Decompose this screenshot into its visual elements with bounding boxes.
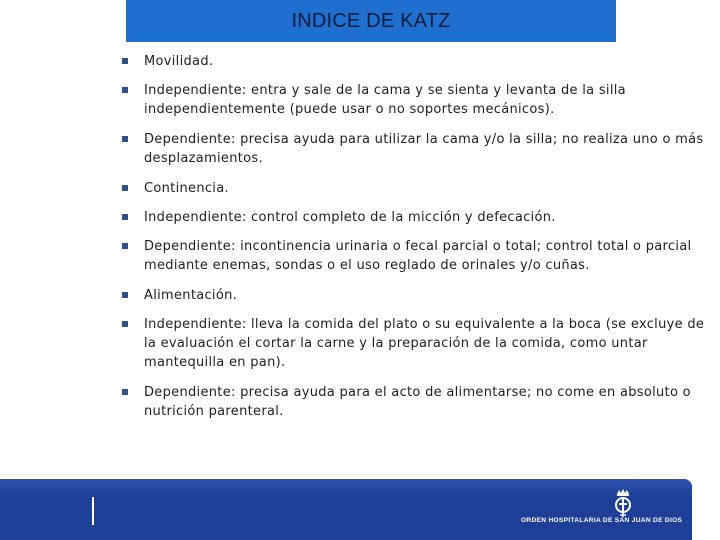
list-item-alimentacion	[122, 286, 712, 305]
list-item-alimentacion-dependiente	[122, 383, 712, 421]
list-item-text: Movilidad.	[144, 54, 214, 69]
list-item-movilidad	[122, 52, 712, 71]
list-item-movilidad-independiente	[122, 81, 712, 119]
list-item-text: Independiente: lleva la comida del plato o su equivalente a la boca (se excluye de la evaluación el cortar la carne y la preparación de la comida, como untar mantequilla en pan).	[144, 317, 705, 370]
crowned-pomegranate-cross-icon	[608, 488, 638, 518]
page-title: INDICE DE KATZ	[291, 9, 451, 32]
list-item-text: Independiente: control completo de la micción y defecación.	[144, 210, 556, 225]
square-bullet-icon	[122, 321, 128, 327]
square-bullet-icon	[122, 136, 128, 142]
list-item-continencia	[122, 179, 712, 198]
list-item-text: Continencia.	[144, 181, 229, 196]
list-item-text: Independiente: entra y sale de la cama y se sienta y levanta de la silla independientemente (puede usar o no soportes mecánicos).	[144, 83, 626, 117]
footer-divider	[92, 497, 94, 525]
list-item-continencia-dependiente	[122, 237, 712, 275]
title-bar	[126, 0, 616, 42]
list-item-text: Dependiente: incontinencia urinaria o fecal parcial o total; control total o parcial mediante enemas, sondas o el uso reglado de orinales y/o cuñas.	[144, 239, 692, 273]
list-item-text: Alimentación.	[144, 288, 238, 303]
square-bullet-icon	[122, 214, 128, 220]
footer-bar	[0, 479, 692, 540]
square-bullet-icon	[122, 389, 128, 395]
square-bullet-icon	[122, 58, 128, 64]
organization-name: ORDEN HOSPITALARIA DE SAN JUAN DE DIOS	[521, 517, 683, 524]
bullet-list	[122, 52, 712, 421]
list-item-text: Dependiente: precisa ayuda para utilizar la cama y/o la silla; no realiza uno o más desplazamientos.	[144, 132, 704, 166]
list-item-movilidad-dependiente	[122, 130, 712, 168]
list-item-alimentacion-independiente	[122, 315, 712, 372]
list-item-text: Dependiente: precisa ayuda para el acto de alimentarse; no come en absoluto o nutrición parenteral.	[144, 385, 691, 419]
square-bullet-icon	[122, 185, 128, 191]
square-bullet-icon	[122, 243, 128, 249]
square-bullet-icon	[122, 87, 128, 93]
square-bullet-icon	[122, 292, 128, 298]
list-item-continencia-independiente	[122, 208, 712, 227]
